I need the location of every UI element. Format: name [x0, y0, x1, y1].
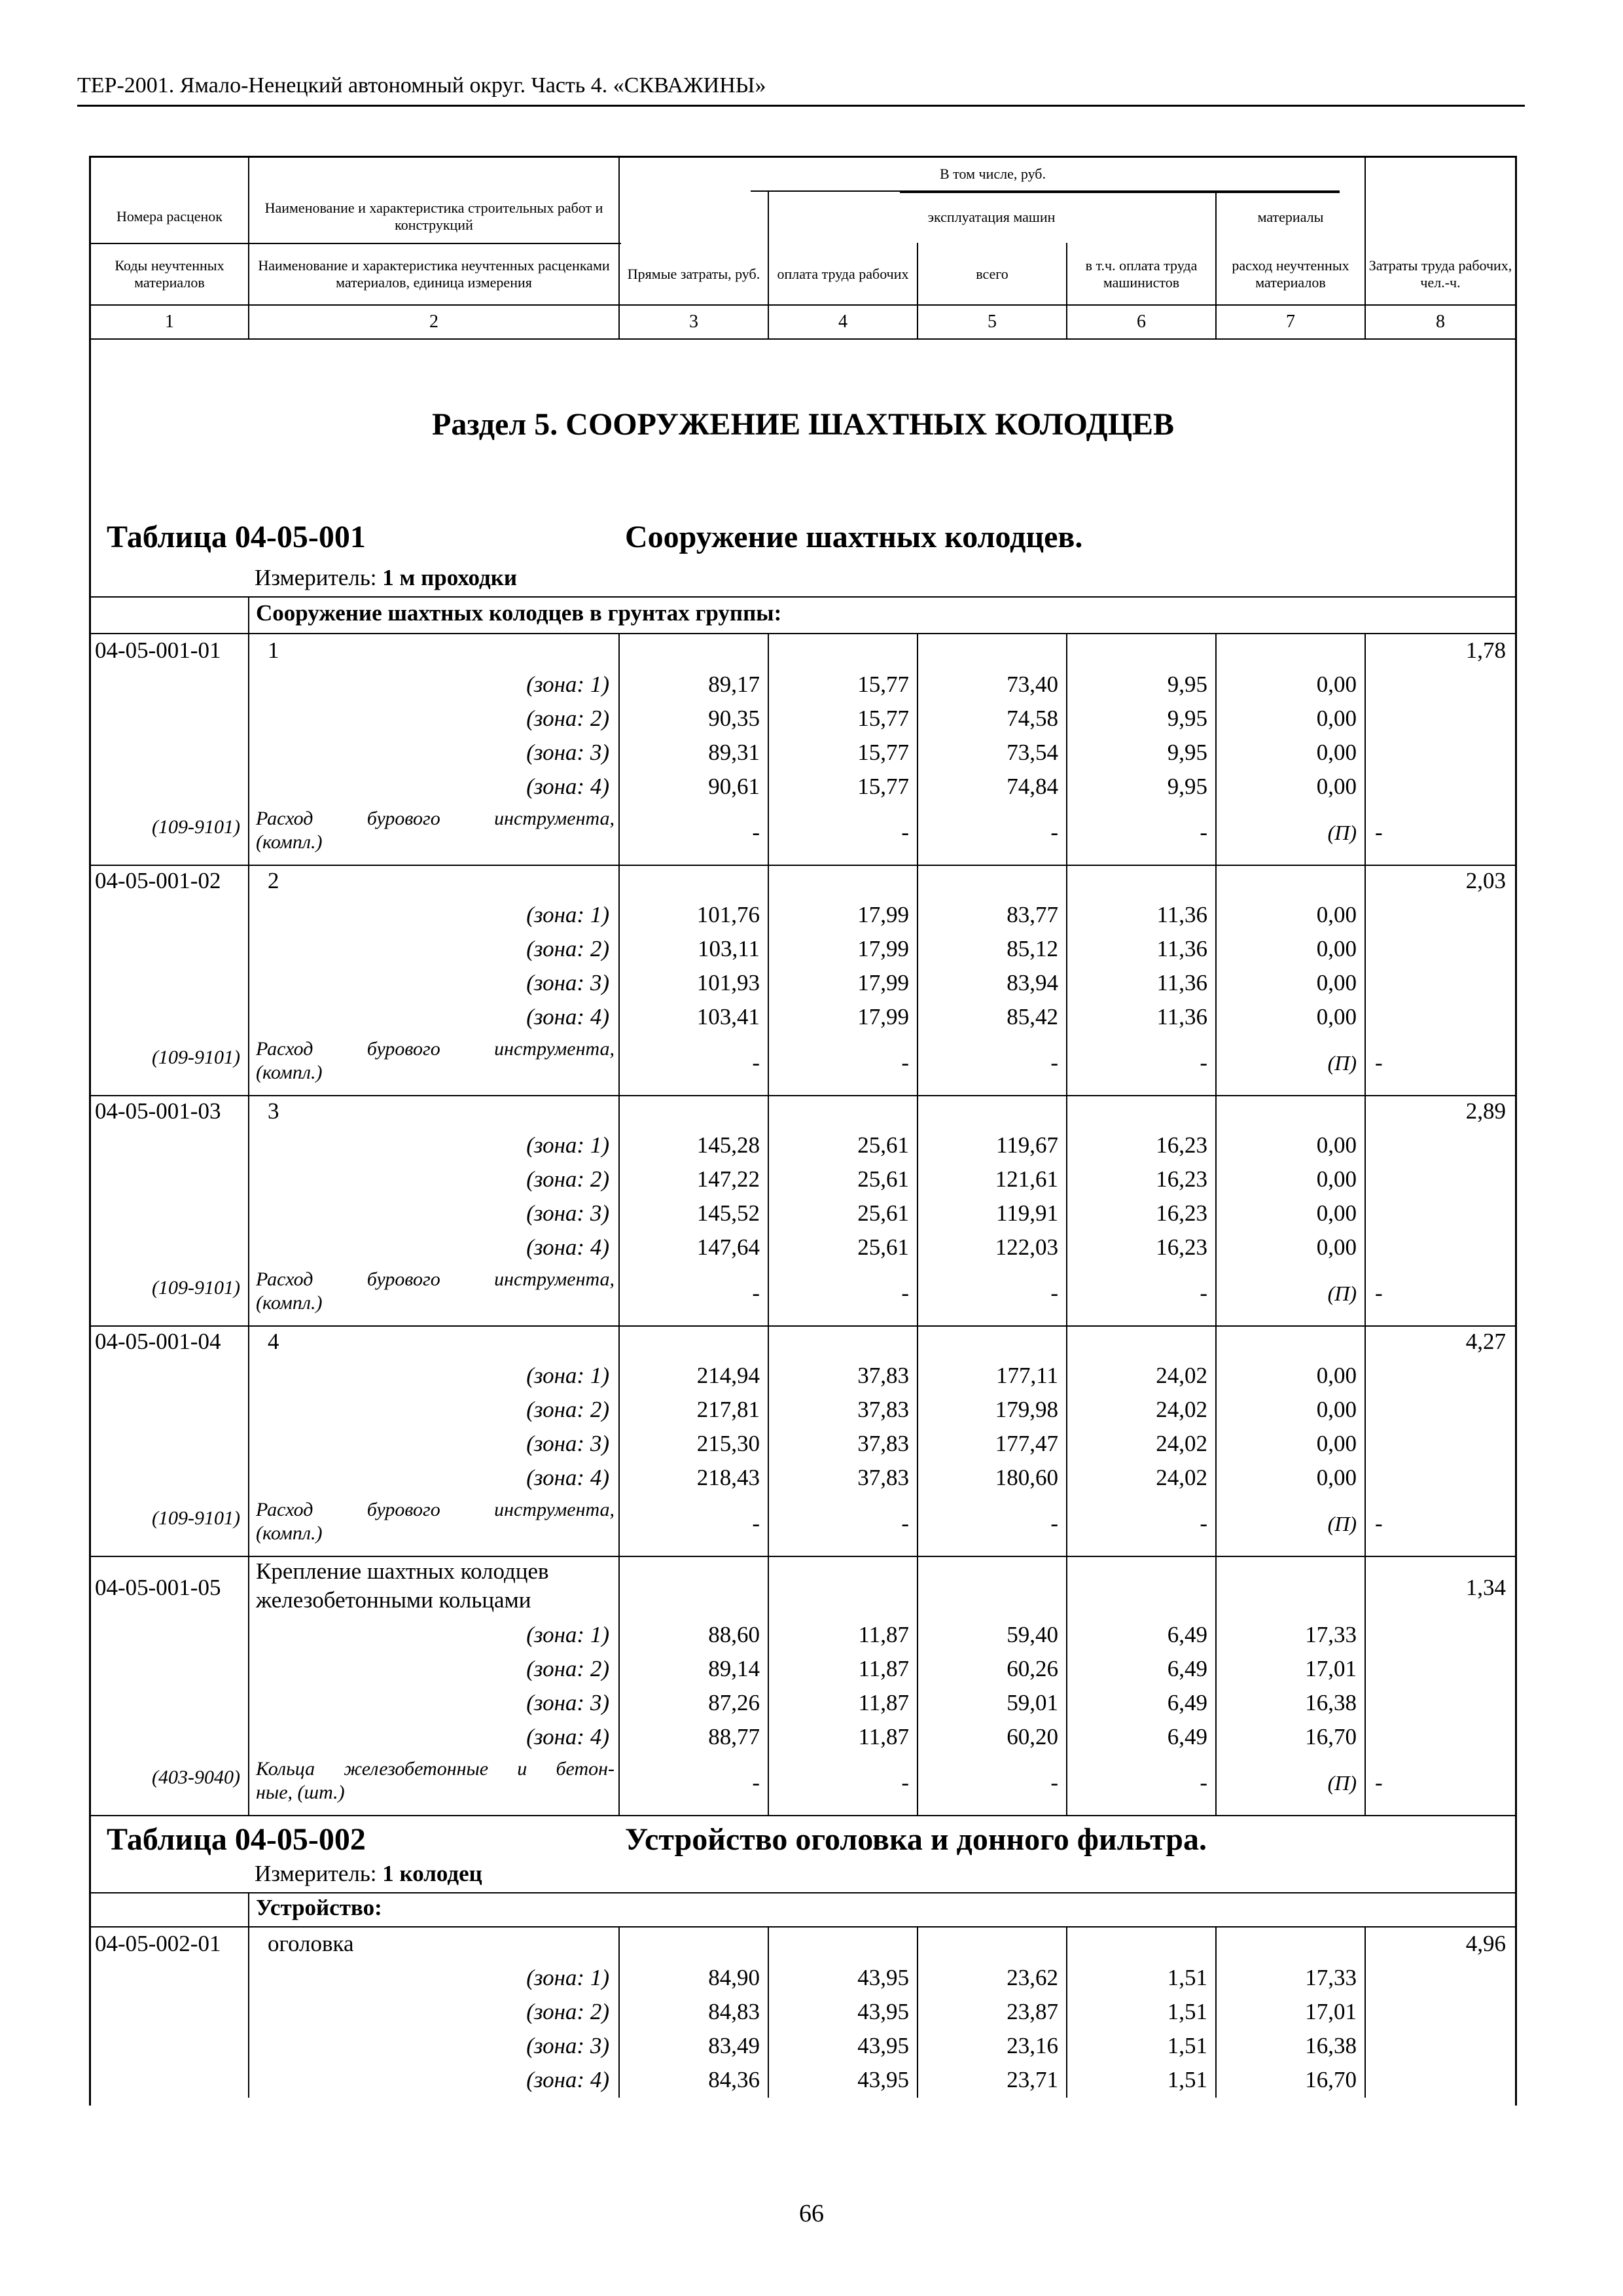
row-vline [1066, 1325, 1067, 1556]
zone-value-wages: 15,77 [857, 774, 909, 799]
column-number: 3 [689, 312, 698, 332]
zone-value-wages: 15,77 [857, 672, 909, 697]
zone-value-wages: 11,87 [858, 1724, 909, 1749]
zone-label: (зона: 2) [526, 936, 609, 961]
zone-value-operators: 24,02 [1156, 1363, 1207, 1388]
zone-value-machines: 23,71 [1007, 2067, 1058, 2092]
zone-value-wages: 11,87 [858, 1656, 909, 1681]
zone-label: (зона: 2) [526, 1397, 609, 1422]
zone-value-wages: 17,99 [857, 902, 909, 927]
material-labor-dash: - [1375, 819, 1383, 845]
row-vline [618, 1556, 620, 1815]
zone-value-machines: 179,98 [995, 1397, 1058, 1422]
zone-label: (зона: 1) [526, 1363, 609, 1388]
row-vline [1364, 634, 1366, 865]
zone-value-operators: 24,02 [1156, 1465, 1207, 1490]
zone-value-direct: 145,52 [696, 1200, 760, 1226]
zone-value-machines: 74,58 [1007, 706, 1058, 731]
zone-label: (зона: 4) [526, 1465, 609, 1490]
header-material-codes: Коды неучтенных материалов [115, 257, 224, 291]
zone-value-operators: 24,02 [1156, 1431, 1207, 1456]
row-vline [248, 596, 249, 633]
zone-value-direct: 87,26 [708, 1690, 760, 1715]
zone-value-wages: 37,83 [857, 1363, 909, 1388]
unit-line [255, 565, 517, 591]
row-vline [768, 1095, 769, 1325]
row-vline [1215, 1928, 1217, 2098]
zone-value-operators: 6,49 [1167, 1724, 1207, 1749]
material-unit-flag: (П) [1327, 1512, 1357, 1535]
zone-value-materials: 17,33 [1305, 1965, 1357, 1990]
zone-value-machines: 119,91 [996, 1200, 1058, 1226]
zone-value-materials: 0,00 [1316, 1200, 1357, 1226]
zone-value-operators: 1,51 [1167, 2067, 1207, 2092]
header-rate-numbers: Номера расценок [116, 208, 223, 224]
zone-label: (зона: 1) [526, 1965, 609, 1990]
zone-value-materials: 0,00 [1316, 1234, 1357, 1260]
zone-value-wages: 43,95 [857, 2067, 909, 2092]
zone-value-wages: 11,87 [858, 1690, 909, 1715]
material-unit-flag: (П) [1327, 1771, 1357, 1795]
zone-value-machines: 60,20 [1007, 1724, 1058, 1749]
zone-value-machines: 83,77 [1007, 902, 1058, 927]
rate-name: Крепление шахтных колодцев [256, 1558, 549, 1584]
rate-code: 04-05-001-03 [95, 1098, 221, 1124]
zone-value-direct: 147,64 [696, 1234, 760, 1260]
column-number: 5 [988, 312, 997, 332]
zone-value-wages: 25,61 [857, 1166, 909, 1192]
material-dash: - [901, 1770, 909, 1795]
material-name: ные, (шт.) [256, 1782, 345, 1803]
zone-value-materials: 16,70 [1305, 1724, 1357, 1749]
zone-label: (зона: 2) [526, 1656, 609, 1681]
zone-value-materials: 17,01 [1305, 1999, 1357, 2024]
row-vline [768, 1928, 769, 2098]
zone-label: (зона: 3) [526, 970, 609, 996]
row-vline [1066, 634, 1067, 865]
zone-value-direct: 101,76 [696, 902, 760, 927]
zone-value-wages: 43,95 [857, 2033, 909, 2058]
header-operator-wages: в т.ч. оплата труда машинистов [1085, 257, 1198, 291]
material-dash: - [1050, 1050, 1058, 1075]
table-title: Сооружение шахтных колодцев. [625, 520, 1083, 554]
zone-value-materials: 0,00 [1316, 902, 1357, 927]
material-name: (компл.) [256, 831, 323, 853]
zone-value-direct: 84,83 [708, 1999, 760, 2024]
zone-value-materials: 0,00 [1316, 774, 1357, 799]
row-vline [1364, 1556, 1366, 1815]
zone-value-wages: 37,83 [857, 1397, 909, 1422]
row-line [91, 1815, 1515, 1816]
row-vline [768, 634, 769, 865]
header-machines-total: всего [976, 266, 1008, 282]
material-name: Расход бурового инструмента, [256, 808, 615, 829]
zone-value-wages: 15,77 [857, 740, 909, 765]
zone-label: (зона: 4) [526, 1724, 609, 1749]
row-vline [917, 865, 918, 1095]
unit-prefix: Измеритель: [255, 565, 377, 590]
zone-value-direct: 215,30 [696, 1431, 760, 1456]
material-code: (109-9101) [152, 1277, 240, 1299]
zone-value-operators: 9,95 [1167, 706, 1207, 731]
zone-value-operators: 6,49 [1167, 1656, 1207, 1681]
zone-label: (зона: 4) [526, 2067, 609, 2092]
zone-value-machines: 60,26 [1007, 1656, 1058, 1681]
material-dash: - [1050, 1770, 1058, 1795]
row-vline [248, 1556, 249, 1815]
rate-name: 1 [268, 637, 279, 663]
zone-value-materials: 16,38 [1305, 2033, 1357, 2058]
zone-value-operators: 11,36 [1156, 1004, 1207, 1030]
material-dash: - [1200, 1770, 1207, 1795]
material-labor-dash: - [1375, 1050, 1383, 1075]
header-materials-group: материалы [1257, 209, 1324, 225]
rate-code: 04-05-002-01 [95, 1931, 221, 1956]
zone-value-operators: 1,51 [1167, 1999, 1207, 2024]
material-name: Расход бурового инструмента, [256, 1499, 615, 1520]
zone-value-operators: 11,36 [1156, 936, 1207, 961]
zone-value-machines: 73,54 [1007, 740, 1058, 765]
zone-label: (зона: 3) [526, 1200, 609, 1226]
zone-value-machines: 83,94 [1007, 970, 1058, 996]
zone-value-machines: 23,87 [1007, 1999, 1058, 2024]
row-vline [1066, 865, 1067, 1095]
rate-name: 3 [268, 1098, 279, 1124]
zone-label: (зона: 2) [526, 1999, 609, 2024]
rate-name: 2 [268, 868, 279, 893]
material-dash: - [752, 1280, 760, 1306]
header-unaccounted-materials: расход неучтенных материалов [1232, 257, 1349, 291]
table-label: Таблица 04-05-002 [107, 1822, 366, 1857]
zone-value-operators: 16,23 [1156, 1166, 1207, 1192]
zone-value-machines: 119,67 [996, 1132, 1058, 1158]
unit-value: 1 м проходки [382, 565, 518, 590]
row-vline [1364, 1095, 1366, 1325]
header-material-name: Наименование и характеристика неучтенных расценками материалов, единица измерения [258, 257, 610, 291]
zone-value-wages: 25,61 [857, 1200, 909, 1226]
material-labor-dash: - [1375, 1280, 1383, 1306]
section-title: Раздел 5. СООРУЖЕНИЕ ШАХТНЫХ КОЛОДЦЕВ [432, 407, 1174, 442]
material-labor-dash: - [1375, 1770, 1383, 1795]
zone-value-operators: 16,23 [1156, 1132, 1207, 1158]
zone-value-machines: 122,03 [995, 1234, 1058, 1260]
zone-value-direct: 84,36 [708, 2067, 760, 2092]
zone-value-materials: 0,00 [1316, 1363, 1357, 1388]
zone-value-materials: 17,33 [1305, 1622, 1357, 1647]
material-code: (109-9101) [152, 1047, 240, 1068]
zone-value-operators: 9,95 [1167, 774, 1207, 799]
zone-label: (зона: 2) [526, 706, 609, 731]
material-dash: - [1050, 1511, 1058, 1536]
row-vline [1364, 865, 1366, 1095]
group-label: Устройство: [256, 1895, 382, 1920]
zone-value-operators: 11,36 [1156, 902, 1207, 927]
zone-value-wages: 17,99 [857, 936, 909, 961]
row-vline [1215, 1095, 1217, 1325]
zone-value-wages: 25,61 [857, 1234, 909, 1260]
zone-value-materials: 16,70 [1305, 2067, 1357, 2092]
zone-value-materials: 0,00 [1316, 706, 1357, 731]
labor-cost: 1,34 [1465, 1575, 1506, 1600]
zone-label: (зона: 1) [526, 1622, 609, 1647]
zone-value-direct: 83,49 [708, 2033, 760, 2058]
zone-value-direct: 214,94 [696, 1363, 760, 1388]
zone-value-direct: 90,35 [708, 706, 760, 731]
rate-name: железобетонными кольцами [256, 1587, 531, 1613]
zone-value-materials: 0,00 [1316, 970, 1357, 996]
row-line [91, 1095, 1515, 1096]
zone-value-direct: 217,81 [696, 1397, 760, 1422]
zone-value-direct: 145,28 [696, 1132, 760, 1158]
column-number: 2 [429, 312, 438, 332]
zone-value-operators: 11,36 [1156, 970, 1207, 996]
zone-label: (зона: 4) [526, 1234, 609, 1260]
row-vline [917, 634, 918, 865]
row-vline [248, 634, 249, 865]
header-work-name: Наименование и характеристика строительных работ и конструкций [264, 200, 603, 233]
row-vline [618, 634, 620, 865]
rate-name: 4 [268, 1329, 279, 1354]
unit-line [255, 1861, 482, 1887]
header-top-group: В том числе, руб. [940, 166, 1046, 182]
table-label: Таблица 04-05-001 [107, 520, 366, 554]
row-vline [917, 1928, 918, 2098]
material-dash: - [752, 1770, 760, 1795]
zone-value-wages: 37,83 [857, 1431, 909, 1456]
row-vline [248, 865, 249, 1095]
rate-code: 04-05-001-05 [95, 1575, 221, 1600]
zone-value-machines: 85,12 [1007, 936, 1058, 961]
row-vline [1364, 1325, 1366, 1556]
zone-value-materials: 16,38 [1305, 1690, 1357, 1715]
zone-value-direct: 101,93 [696, 970, 760, 996]
zone-value-materials: 0,00 [1316, 1166, 1357, 1192]
header-wages: оплата труда рабочих [777, 266, 909, 282]
zone-value-wages: 43,95 [857, 1999, 909, 2024]
page-number: 66 [799, 2200, 824, 2227]
zone-value-operators: 6,49 [1167, 1622, 1207, 1647]
zone-value-direct: 103,11 [698, 936, 760, 961]
material-name: Расход бурового инструмента, [256, 1268, 615, 1290]
material-dash: - [1050, 819, 1058, 845]
zone-value-direct: 147,22 [696, 1166, 760, 1192]
zone-value-materials: 0,00 [1316, 740, 1357, 765]
zone-value-machines: 177,11 [996, 1363, 1058, 1388]
column-number: 8 [1436, 312, 1445, 332]
material-unit-flag: (П) [1327, 1282, 1357, 1305]
material-dash: - [752, 1050, 760, 1075]
material-code: (109-9101) [152, 1507, 240, 1529]
labor-cost: 2,89 [1465, 1098, 1506, 1124]
zone-value-wages: 25,61 [857, 1132, 909, 1158]
row-vline [1066, 1928, 1067, 2098]
material-dash: - [901, 819, 909, 845]
row-vline [1215, 1325, 1217, 1556]
running-header [77, 71, 1525, 107]
material-labor-dash: - [1375, 1511, 1383, 1536]
column-number: 4 [838, 312, 847, 332]
zone-value-wages: 37,83 [857, 1465, 909, 1490]
zone-value-direct: 89,14 [708, 1656, 760, 1681]
row-vline [618, 1325, 620, 1556]
row-vline [248, 1892, 249, 1926]
rate-name: оголовка [268, 1931, 354, 1956]
zone-value-direct: 103,41 [696, 1004, 760, 1030]
material-dash: - [901, 1511, 909, 1536]
row-vline [618, 1095, 620, 1325]
zone-value-materials: 0,00 [1316, 672, 1357, 697]
labor-cost: 1,78 [1465, 637, 1506, 663]
zone-value-materials: 0,00 [1316, 1132, 1357, 1158]
zone-value-materials: 17,01 [1305, 1656, 1357, 1681]
row-vline [768, 865, 769, 1095]
row-vline [768, 1325, 769, 1556]
material-dash: - [1200, 819, 1207, 845]
row-vline [1364, 1928, 1366, 2098]
zone-label: (зона: 3) [526, 1690, 609, 1715]
material-dash: - [1200, 1050, 1207, 1075]
zone-label: (зона: 3) [526, 740, 609, 765]
header-machines-group: эксплуатация машин [927, 209, 1056, 225]
rate-code: 04-05-001-04 [95, 1329, 221, 1354]
running-header-text: ТЕР-2001. Ямало-Ненецкий автономный округ. Часть 4. «СКВАЖИНЫ» [77, 73, 766, 98]
zone-value-operators: 1,51 [1167, 2033, 1207, 2058]
material-dash: - [1200, 1280, 1207, 1306]
zone-value-machines: 23,16 [1007, 2033, 1058, 2058]
row-vline [248, 1095, 249, 1325]
zone-value-machines: 121,61 [995, 1166, 1058, 1192]
material-code: (403-9040) [152, 1767, 240, 1788]
header-labor: Затраты труда рабочих, чел.-ч. [1368, 257, 1512, 291]
row-vline [1215, 1556, 1217, 1815]
row-line [91, 633, 1515, 634]
row-line [91, 1892, 1515, 1893]
row-vline [618, 1928, 620, 2098]
material-name: (компл.) [256, 1522, 323, 1544]
zone-value-direct: 88,77 [708, 1724, 760, 1749]
zone-value-materials: 0,00 [1316, 936, 1357, 961]
zone-value-machines: 74,84 [1007, 774, 1058, 799]
row-line [91, 865, 1515, 866]
zone-value-direct: 88,60 [708, 1622, 760, 1647]
labor-cost: 2,03 [1465, 868, 1506, 893]
zone-value-machines: 59,40 [1007, 1622, 1058, 1647]
zone-value-direct: 90,61 [708, 774, 760, 799]
zone-value-materials: 0,00 [1316, 1465, 1357, 1490]
row-vline [1215, 865, 1217, 1095]
zone-value-direct: 89,17 [708, 672, 760, 697]
zone-value-materials: 0,00 [1316, 1397, 1357, 1422]
zone-value-wages: 11,87 [858, 1622, 909, 1647]
row-line [91, 1325, 1515, 1327]
zone-value-machines: 73,40 [1007, 672, 1058, 697]
rates-table-sheet [89, 156, 1517, 2106]
zone-value-materials: 0,00 [1316, 1431, 1357, 1456]
zone-value-machines: 85,42 [1007, 1004, 1058, 1030]
row-vline [917, 1325, 918, 1556]
header-direct-costs: Прямые затраты, руб. [627, 266, 760, 282]
labor-cost: 4,27 [1465, 1329, 1506, 1354]
zone-value-materials: 0,00 [1316, 1004, 1357, 1030]
labor-cost: 4,96 [1465, 1931, 1506, 1956]
zone-value-direct: 84,90 [708, 1965, 760, 1990]
material-dash: - [1050, 1280, 1058, 1306]
zone-label: (зона: 1) [526, 672, 609, 697]
row-vline [1066, 1556, 1067, 1815]
zone-value-machines: 177,47 [995, 1431, 1058, 1456]
column-number: 1 [165, 312, 174, 332]
zone-label: (зона: 1) [526, 902, 609, 927]
zone-label: (зона: 2) [526, 1166, 609, 1192]
material-code: (109-9101) [152, 816, 240, 838]
group-label: Сооружение шахтных колодцев в грунтах группы: [256, 600, 782, 626]
unit-prefix: Измеритель: [255, 1861, 377, 1886]
zone-label: (зона: 3) [526, 1431, 609, 1456]
material-dash: - [1200, 1511, 1207, 1536]
row-vline [917, 1556, 918, 1815]
zone-value-machines: 180,60 [995, 1465, 1058, 1490]
header-line [91, 338, 1515, 340]
material-unit-flag: (П) [1327, 821, 1357, 844]
row-vline [917, 1095, 918, 1325]
material-name: (компл.) [256, 1062, 323, 1083]
zone-label: (зона: 4) [526, 1004, 609, 1030]
material-dash: - [752, 819, 760, 845]
zone-value-operators: 16,23 [1156, 1200, 1207, 1226]
row-vline [768, 1556, 769, 1815]
column-number: 6 [1137, 312, 1146, 332]
row-vline [1215, 634, 1217, 865]
zone-label: (зона: 1) [526, 1132, 609, 1158]
material-dash: - [752, 1511, 760, 1536]
zone-value-wages: 17,99 [857, 970, 909, 996]
zone-value-operators: 24,02 [1156, 1397, 1207, 1422]
zone-value-operators: 16,23 [1156, 1234, 1207, 1260]
rate-code: 04-05-001-02 [95, 868, 221, 893]
rate-code: 04-05-001-01 [95, 637, 221, 663]
row-vline [248, 1928, 249, 2098]
unit-value: 1 колодец [382, 1861, 482, 1886]
zone-value-operators: 1,51 [1167, 1965, 1207, 1990]
material-name: Расход бурового инструмента, [256, 1038, 615, 1060]
zone-value-direct: 89,31 [708, 740, 760, 765]
material-unit-flag: (П) [1327, 1051, 1357, 1075]
zone-value-operators: 9,95 [1167, 672, 1207, 697]
material-dash: - [901, 1280, 909, 1306]
row-vline [248, 1325, 249, 1556]
material-name: Кольца железобетонные и бетон- [256, 1758, 615, 1780]
material-name: (компл.) [256, 1292, 323, 1314]
row-vline [618, 865, 620, 1095]
zone-value-operators: 9,95 [1167, 740, 1207, 765]
zone-label: (зона: 3) [526, 2033, 609, 2058]
zone-value-machines: 59,01 [1007, 1690, 1058, 1715]
zone-value-machines: 23,62 [1007, 1965, 1058, 1990]
zone-value-wages: 43,95 [857, 1965, 909, 1990]
zone-label: (зона: 4) [526, 774, 609, 799]
zone-value-wages: 15,77 [857, 706, 909, 731]
zone-value-wages: 17,99 [857, 1004, 909, 1030]
table-title: Устройство оголовка и донного фильтра. [625, 1822, 1207, 1857]
zone-value-direct: 218,43 [696, 1465, 760, 1490]
zone-value-operators: 6,49 [1167, 1690, 1207, 1715]
material-dash: - [901, 1050, 909, 1075]
row-line [91, 596, 1515, 598]
column-number: 7 [1286, 312, 1295, 332]
row-vline [1066, 1095, 1067, 1325]
